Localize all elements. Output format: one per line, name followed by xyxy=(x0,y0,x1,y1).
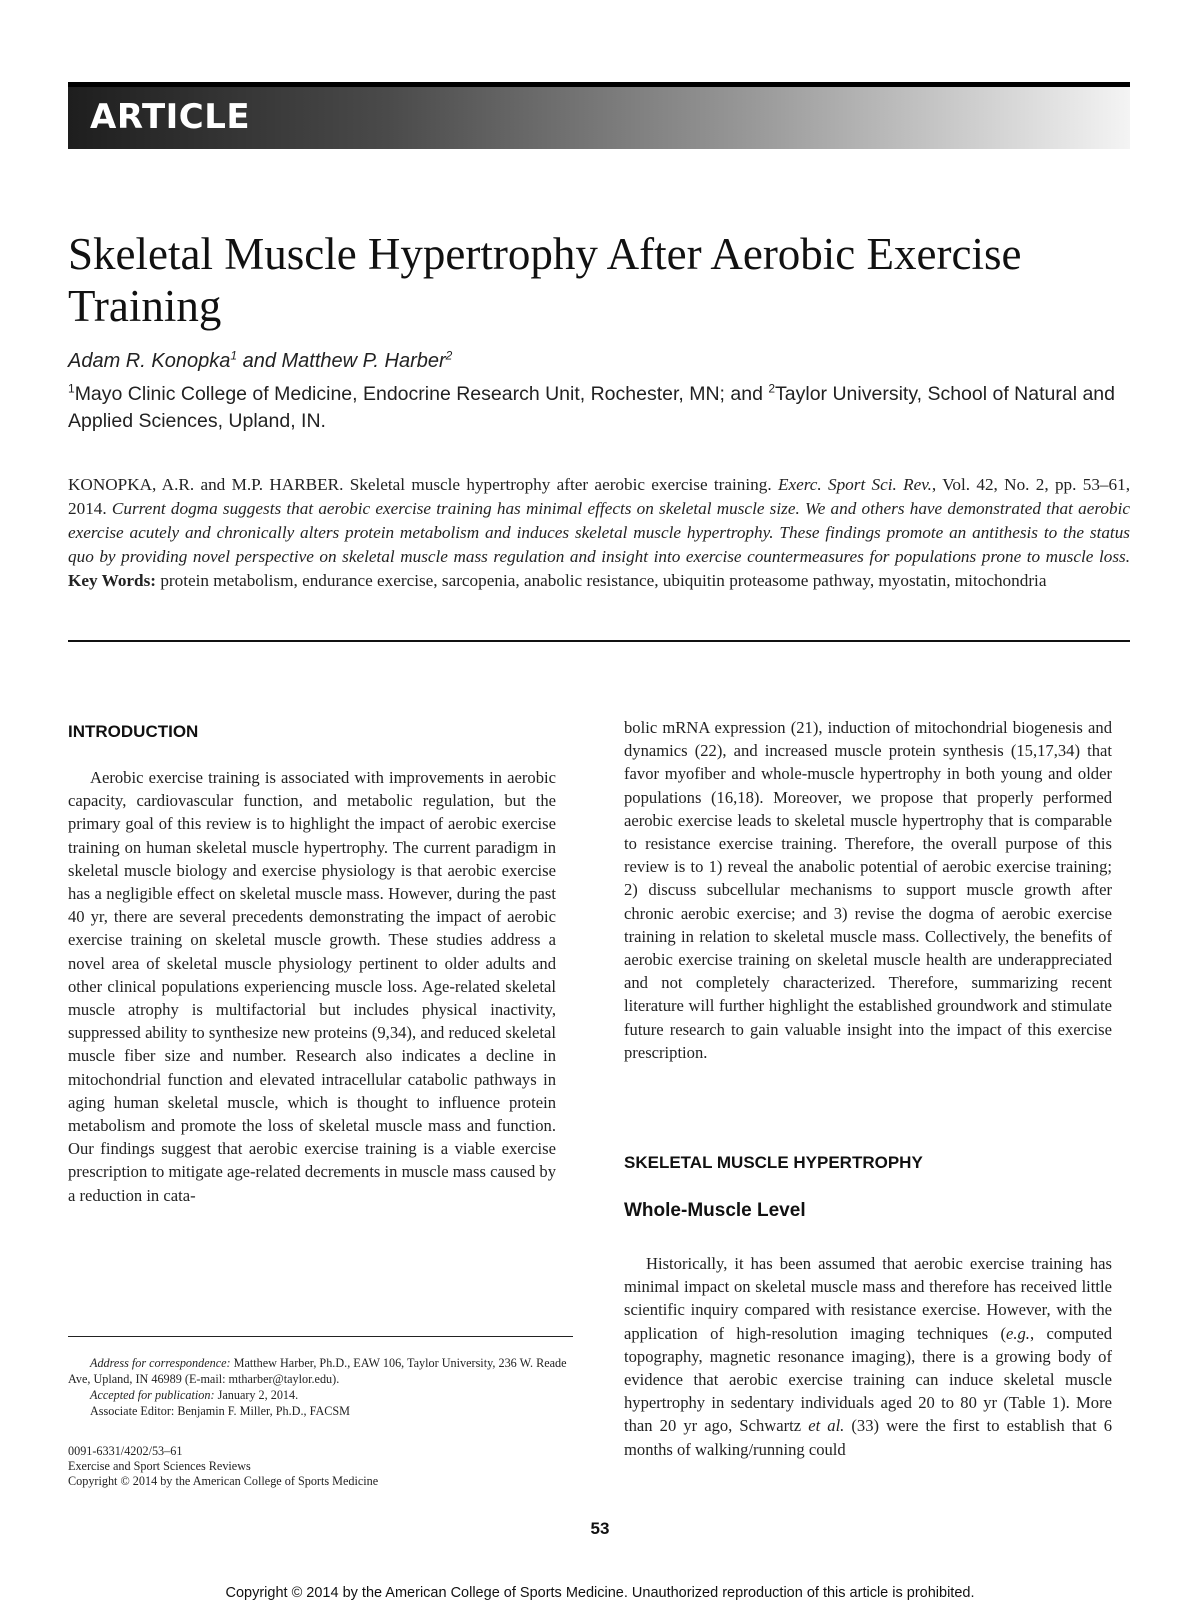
affiliation-text: Mayo Clinic College of Medicine, Endocrine Research Unit, Rochester, MN; and xyxy=(74,383,769,405)
keywords: protein metabolism, endurance exercise, sarcopenia, anabolic resistance, ubiquitin proteasome pathway, myostatin, mitochondria xyxy=(156,571,1047,590)
intro-paragraph-continued: bolic mRNA expression (21), induction of mitochondrial biogenesis and dynamics (22), and increased muscle protein synthesis (15,17,34) that favor myofiber and whole-muscle hypertrophy in both young and older populations (16,18). Moreover, we propose that properly performed aerobic exercise leads to skeletal muscle hypertrophy that is comparable to resistance exercise training. Therefore, the overall purpose of this review is to 1) reveal the anabolic potential of aerobic exercise training; 2) discuss subcellular mechanisms to support muscle growth after chronic aerobic exercise; and 3) revise the dogma of aerobic exercise training in relation to skeletal muscle mass. Collectively, the benefits of aerobic exercise training on skeletal muscle health are underappreciated and not completely characterized. Therefore, summarizing recent literature will further highlight the established groundwork and stimulate future research to gain valuable insight into the impact of this exercise prescription. xyxy=(624,718,1112,1062)
paragraph-text: Historically, it has been assumed that aerobic exercise training has minimal impact on skeletal muscle mass and therefore has received little scientific inquiry compared with resistance exercise. However, with the application of high-resolution imaging techniques ( xyxy=(624,1254,1112,1343)
accepted-note xyxy=(68,1387,578,1403)
article-label: ARTICLE xyxy=(90,97,251,137)
journal-title: Exercise and Sport Sciences Reviews xyxy=(68,1459,251,1473)
keywords-label: Key Words: xyxy=(68,571,157,590)
page-number: 53 xyxy=(590,1519,610,1538)
footnote-divider xyxy=(68,1336,573,1337)
correspondence-note xyxy=(68,1355,578,1387)
abstract xyxy=(68,473,1130,593)
article-title: Skeletal Muscle Hypertrophy After Aerobic Exercise Training xyxy=(68,229,1022,331)
abstract-citation: KONOPKA, A.R. and M.P. HARBER. Skeletal muscle hypertrophy after aerobic exercise training. xyxy=(68,475,778,494)
note-label: Accepted for publication: xyxy=(90,1388,215,1402)
affiliations xyxy=(68,381,1128,435)
section-heading-introduction: INTRODUCTION xyxy=(68,722,199,741)
subsection-heading-whole-muscle: Whole-Muscle Level xyxy=(624,1200,806,1221)
abstract-summary: Current dogma suggests that aerobic exercise training has minimal effects on skeletal muscle size. We and others have demonstrated that aerobic exercise acutely and chronically alters protein metabolism and induces skeletal muscle hypertrophy. These findings promote an antithesis to the status quo by providing novel perspective on skeletal muscle mass regulation and insight into exercise countermeasures for populations prone to muscle loss. xyxy=(68,499,1130,566)
footnotes xyxy=(68,1355,578,1419)
author-conjunction: and xyxy=(237,350,282,372)
paragraph-text: , computed topography, magnetic resonance imaging), there is a growing body of evidence that aerobic exercise training can induce skeletal muscle hypertrophy in sedentary individuals aged 20 to 80 yr (Table 1). More than 20 yr ago, Schwartz xyxy=(624,1323,1112,1436)
paragraph-text: (33) were the first to establish that 6 months of walking/running could xyxy=(624,1416,1112,1459)
author-list xyxy=(68,350,452,373)
affiliation-text: Taylor University, School of Natural and Applied Sciences, Upland, IN. xyxy=(68,383,1115,432)
abstract-volume: , Vol. 42, No. 2, pp. 53–61, 2014. xyxy=(68,475,1130,518)
author-affiliation-marker: 2 xyxy=(445,348,453,363)
journal-info xyxy=(68,1444,578,1489)
editor-note: Associate Editor: Benjamin F. Miller, Ph.D., FACSM xyxy=(90,1404,350,1418)
journal-copyright: Copyright © 2014 by the American College of Sports Medicine xyxy=(68,1474,379,1488)
right-column xyxy=(624,716,1112,1064)
note-label: Address for correspondence: xyxy=(90,1356,231,1370)
author-name: Matthew P. Harber xyxy=(281,350,446,372)
author-name: Adam R. Konopka xyxy=(68,350,231,372)
copyright-notice: Copyright © 2014 by the American College of Sports Medicine. Unauthorized reproduction of this article is prohibited. xyxy=(225,1585,975,1601)
journal-name: Exerc. Sport Sci. Rev. xyxy=(777,475,932,494)
left-column xyxy=(68,766,556,1207)
abstract-divider xyxy=(68,640,1130,642)
whole-muscle-column xyxy=(624,1252,1112,1461)
article-banner xyxy=(68,82,1130,149)
note-text: January 2, 2014. xyxy=(214,1388,299,1402)
note-text: Matthew Harber, Ph.D., EAW 106, Taylor University, 236 W. Reade Ave, Upland, IN 46989 (E-mail: mtharber@taylor.edu). xyxy=(68,1356,567,1386)
section-heading-hypertrophy: SKELETAL MUSCLE HYPERTROPHY xyxy=(624,1153,923,1172)
intro-paragraph: Aerobic exercise training is associated with improvements in aerobic capacity, cardiovascular function, and metabolic regulation, but the primary goal of this review is to highlight the impact of aerobic exercise training on human skeletal muscle hypertrophy. The current paradigm in skeletal muscle biology and exercise physiology is that aerobic exercise has a negligible effect on skeletal muscle mass. However, during the past 40 yr, there are several precedents demonstrating the impact of aerobic exercise training on skeletal muscle growth. These studies address a novel area of skeletal muscle physiology pertinent to older adults and other clinical populations experiencing muscle loss. Age-related skeletal muscle atrophy is multifactorial but includes physical inactivity, suppressed ability to synthesize new proteins (9,34), and reduced skeletal muscle fiber size and number. Research also indicates a decline in mitochondrial function and elevated intracellular catabolic pathways in aging human skeletal muscle, which is thought to influence protein metabolism and promote the loss of skeletal muscle mass and function. Our findings suggest that aerobic exercise training is a viable exercise prescription to mitigate age-related decrements in muscle mass caused by a reduction in cata- xyxy=(68,768,556,1205)
paragraph-emphasis: e.g. xyxy=(1006,1323,1030,1343)
author-affiliation-marker: 1 xyxy=(230,348,238,363)
journal-code: 0091-6331/4202/53–61 xyxy=(68,1444,183,1458)
paragraph-emphasis: et al. xyxy=(808,1416,845,1436)
affiliation-marker: 1 xyxy=(68,381,75,396)
whole-muscle-paragraph xyxy=(624,1252,1112,1461)
affiliation-marker: 2 xyxy=(768,381,776,396)
